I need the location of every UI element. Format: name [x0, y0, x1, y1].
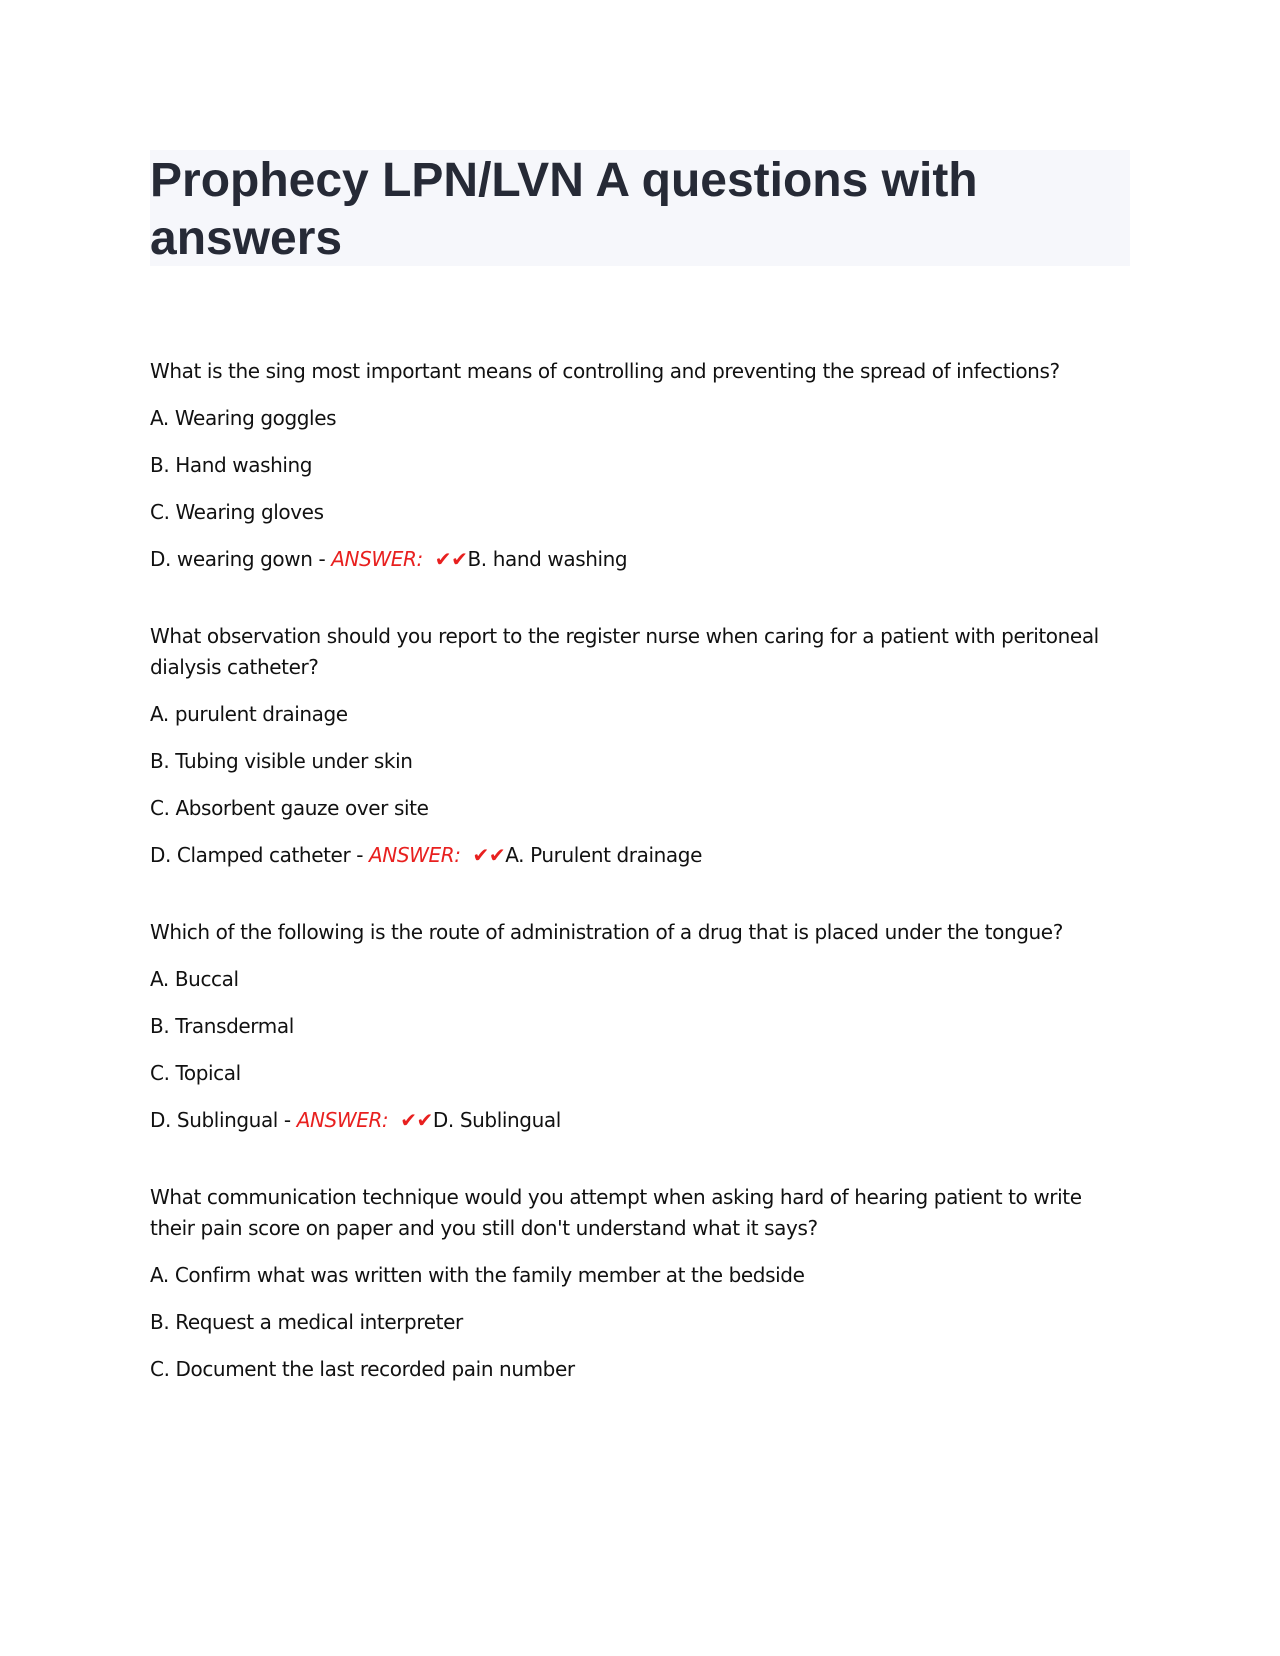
- question-text: What communication technique would you attempt when asking hard of hearing patient to write their pain score on paper and you still don't understand what it says?: [150, 1185, 1082, 1240]
- option-b: B. Request a medical interpreter: [150, 1310, 463, 1334]
- check-icon: ✔✔: [400, 1108, 433, 1132]
- document-page: [150, 150, 1130, 1401]
- question-item: [150, 621, 1130, 871]
- option-d: D. wearing gown -: [150, 547, 332, 571]
- title-block: [150, 150, 1130, 266]
- option-d-with-answer: [150, 840, 1130, 871]
- option-c: C. Document the last recorded pain number: [150, 1357, 575, 1381]
- answer-text: B. hand washing: [467, 547, 628, 571]
- option-a: A. Confirm what was written with the family member at the bedside: [150, 1263, 805, 1287]
- option-b: B. Transdermal: [150, 1014, 294, 1038]
- page-title: Prophecy LPN/LVN A questions with answers: [150, 154, 978, 265]
- question-item: [150, 917, 1130, 1136]
- option-d-with-answer: [150, 1105, 1130, 1136]
- option-c: C. Wearing gloves: [150, 500, 324, 524]
- answer-text: D. Sublingual: [432, 1108, 561, 1132]
- answer-text: A. Purulent drainage: [505, 843, 702, 867]
- question-item: [150, 356, 1130, 575]
- option-a: A. Buccal: [150, 967, 239, 991]
- option-b: B. Hand washing: [150, 453, 313, 477]
- check-icon: ✔✔: [434, 547, 468, 571]
- option-d-with-answer: [150, 544, 1130, 575]
- option-b: B. Tubing visible under skin: [150, 749, 413, 773]
- question-text: What is the sing most important means of controlling and preventing the spread of infections?: [150, 359, 1060, 383]
- option-a: A. purulent drainage: [150, 702, 348, 726]
- option-d: D. Clamped catheter -: [150, 843, 370, 867]
- question-list: [150, 356, 1130, 1385]
- check-icon: ✔✔: [472, 843, 506, 867]
- answer-label: ANSWER:: [296, 1108, 389, 1132]
- question-text: Which of the following is the route of administration of a drug that is placed under the tongue?: [150, 920, 1063, 944]
- option-c: C. Topical: [150, 1061, 241, 1085]
- answer-label: ANSWER:: [331, 547, 423, 571]
- answer-label: ANSWER:: [369, 843, 461, 867]
- option-c: C. Absorbent gauze over site: [150, 796, 429, 820]
- option-a: A. Wearing goggles: [150, 406, 337, 430]
- question-item: [150, 1182, 1130, 1385]
- question-text: What observation should you report to the register nurse when caring for a patient with peritoneal dialysis catheter?: [150, 624, 1099, 679]
- option-d: D. Sublingual -: [150, 1108, 297, 1132]
